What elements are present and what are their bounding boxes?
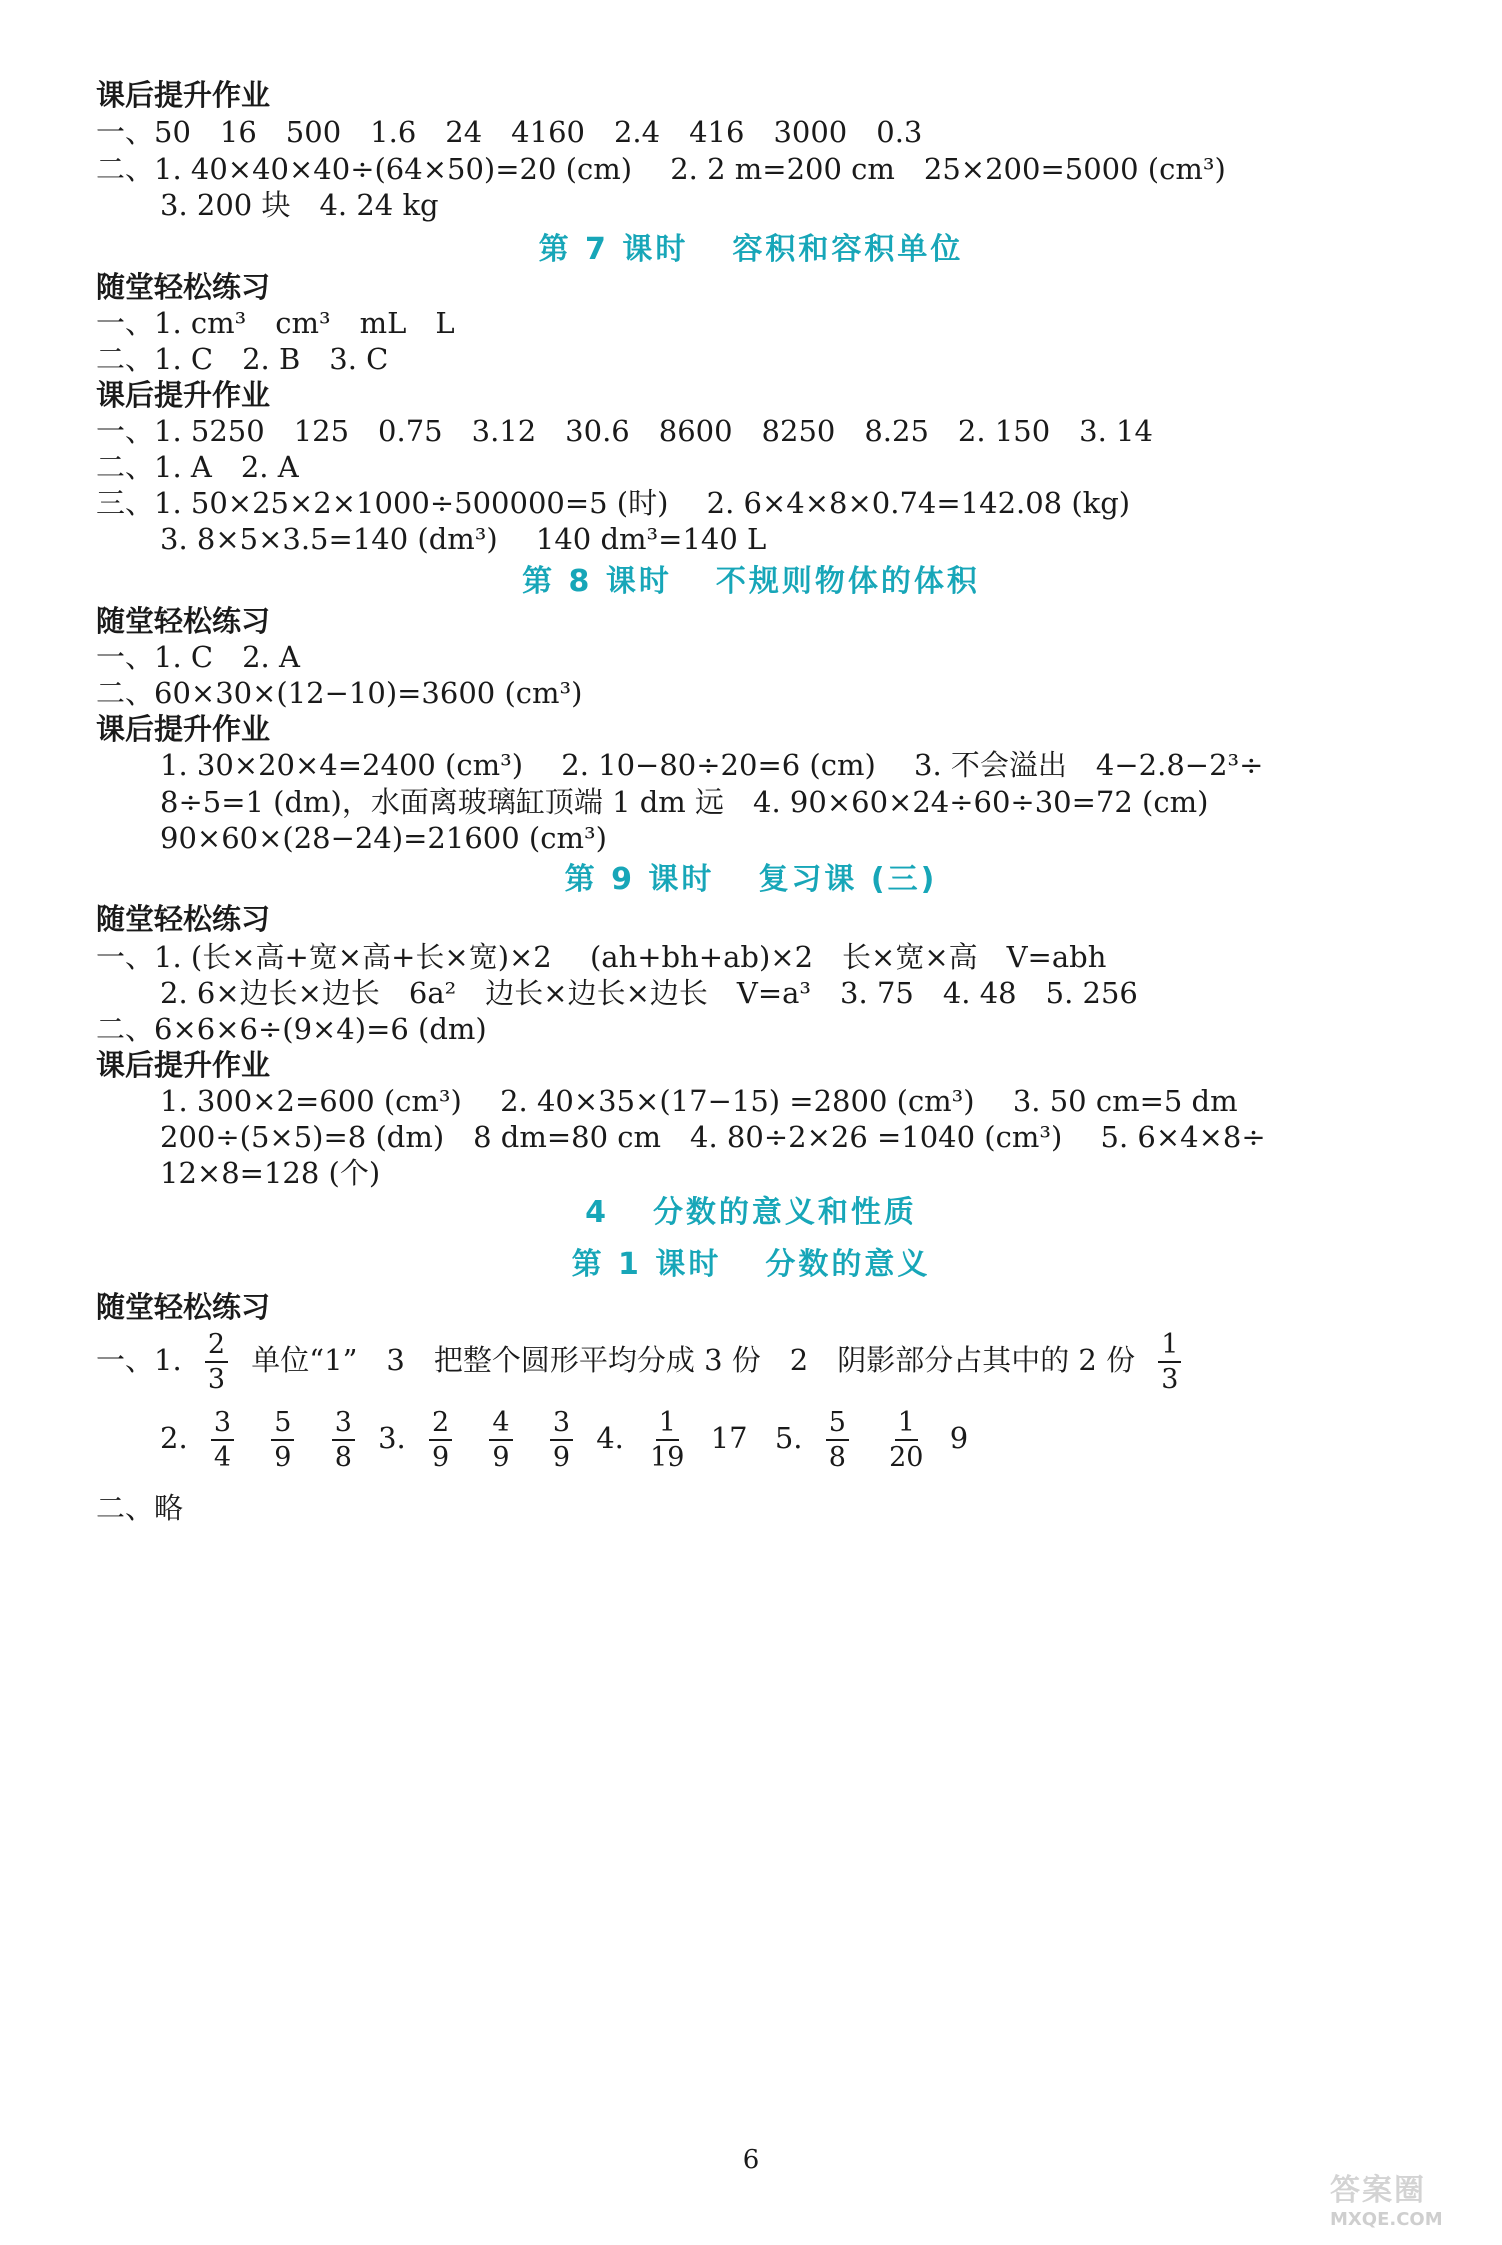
answer-line-fractions [160, 1398, 968, 1478]
section-heading: 随堂轻松练习 [96, 604, 271, 638]
section-heading: 随堂轻松练习 [96, 270, 271, 304]
answer-line: 二、略 [96, 1491, 184, 1525]
numerator: 3 [550, 1409, 573, 1441]
denominator: 9 [492, 1442, 510, 1473]
answer-line: 一、1. (长×高+宽×高+长×宽)×2 (ah+bh+ab)×2 长×宽×高 V=abh [96, 940, 1107, 974]
answer-text: 17 [710, 1421, 748, 1455]
item-prefix: 2. [160, 1421, 188, 1455]
denominator: 9 [552, 1442, 570, 1473]
fraction [550, 1409, 573, 1471]
answer-line: 一、50 16 500 1.6 24 4160 2.4 416 3000 0.3 [96, 115, 923, 149]
answer-line: 200÷(5×5)=8 (dm) 8 dm=80 cm 4. 80÷2×26 =1040 (cm³) 5. 6×4×8÷ [160, 1120, 1266, 1154]
fraction [489, 1409, 512, 1471]
answer-line: 8÷5=1 (dm)，水面离玻璃缸顶端 1 dm 远 4. 90×60×24÷60÷30=72 (cm) [160, 785, 1209, 819]
fraction [332, 1409, 355, 1471]
denominator: 3 [1161, 1364, 1179, 1395]
section-heading: 课后提升作业 [96, 78, 271, 112]
numerator: 3 [332, 1409, 355, 1441]
section-heading: 课后提升作业 [96, 378, 271, 412]
fraction [211, 1409, 234, 1471]
lesson-number: 第 8 课时 [522, 564, 672, 599]
answer-line: 90×60×(28−24)=21600 (cm³) [160, 821, 607, 855]
watermark-logo [1330, 2165, 1490, 2237]
answer-line-fractions [96, 1320, 1195, 1400]
fraction [429, 1409, 452, 1471]
answer-line: 2. 6×边长×边长 6a² 边长×边长×边长 V=a³ 3. 75 4. 48 5. 256 [160, 976, 1138, 1010]
answer-line: 3. 200 块 4. 24 kg [160, 188, 439, 222]
numerator: 5 [271, 1409, 294, 1441]
denominator: 8 [334, 1442, 352, 1473]
answer-line: 12×8=128 (个) [160, 1156, 381, 1190]
answer-line: 3. 8×5×3.5=140 (dm³) 140 dm³=140 L [160, 522, 767, 556]
answer-line: 1. 300×2=600 (cm³) 2. 40×35×(17−15) =2800 (cm³) 3. 50 cm=5 dm [160, 1084, 1238, 1118]
denominator: 19 [650, 1442, 685, 1473]
denominator: 8 [828, 1442, 846, 1473]
watermark-url: MXQE.COM [1330, 2209, 1443, 2230]
numerator: 2 [205, 1331, 228, 1363]
fraction [647, 1409, 687, 1471]
numerator: 3 [211, 1409, 234, 1441]
item-prefix: 5. [774, 1421, 803, 1455]
answer-line: 二、1. A 2. A [96, 450, 299, 484]
numerator: 1 [1158, 1331, 1181, 1363]
section-heading: 随堂轻松练习 [96, 1290, 271, 1324]
watermark-mark: 答案圈 [1330, 2173, 1426, 2208]
answer-line: 二、1. 40×40×40÷(64×50)=20 (cm) 2. 2 m=200 cm 25×200=5000 (cm³) [96, 152, 1226, 186]
numerator: 5 [826, 1409, 849, 1441]
answer-line: 一、1. C 2. A [96, 640, 300, 674]
unit-title [0, 1188, 1502, 1238]
numerator: 4 [489, 1409, 512, 1441]
lesson-number: 第 7 课时 [538, 232, 689, 267]
answer-text: 单位“1” 3 把整个圆形平均分成 3 份 2 阴影部分占其中的 2 份 [251, 1343, 1136, 1377]
answer-line: 一、1. 5250 125 0.75 3.12 30.6 8600 8250 8.25 2. 150 3. 14 [96, 414, 1153, 448]
fraction [886, 1409, 926, 1471]
section-heading: 课后提升作业 [96, 1048, 271, 1082]
answer-line: 三、1. 50×25×2×1000÷500000=5 (时) 2. 6×4×8×0.74=142.08 (kg) [96, 486, 1131, 520]
fraction [205, 1331, 228, 1393]
lesson-name: 分数的意义 [765, 1247, 931, 1282]
item-prefix: 一、1. [96, 1343, 182, 1377]
fraction [826, 1409, 849, 1471]
page-number: 6 [742, 2145, 760, 2175]
numerator: 1 [895, 1409, 918, 1441]
lesson-number: 第 9 课时 [564, 862, 715, 897]
section-heading: 课后提升作业 [96, 712, 271, 746]
fraction [1158, 1331, 1181, 1393]
numerator: 1 [656, 1409, 679, 1441]
answer-line: 二、6×6×6÷(9×4)=6 (dm) [96, 1012, 487, 1046]
item-prefix: 4. [596, 1421, 624, 1455]
answer-line: 二、60×30×(12−10)=3600 (cm³) [96, 676, 583, 710]
denominator: 20 [889, 1442, 924, 1473]
unit-name: 分数的意义和性质 [652, 1195, 917, 1230]
numerator: 2 [429, 1409, 452, 1441]
item-prefix: 3. [378, 1421, 406, 1455]
denominator: 9 [432, 1442, 450, 1473]
answer-text: 9 [949, 1421, 969, 1455]
unit-number: 4 [585, 1195, 609, 1230]
denominator: 9 [274, 1442, 292, 1473]
answer-line: 一、1. cm³ cm³ mL L [96, 306, 455, 340]
lesson-name: 容积和容积单位 [732, 232, 964, 267]
lesson-name: 不规则物体的体积 [715, 564, 980, 599]
answer-line: 二、1. C 2. B 3. C [96, 342, 389, 376]
section-heading: 随堂轻松练习 [96, 902, 271, 936]
lesson-number: 第 1 课时 [571, 1247, 722, 1282]
denominator: 3 [207, 1364, 226, 1395]
fraction [271, 1409, 294, 1471]
lesson-name: 复习课 (三) [758, 862, 938, 897]
answer-line: 1. 30×20×4=2400 (cm³) 2. 10−80÷20=6 (cm) 3. 不会溢出 4−2.8−2³÷ [160, 748, 1264, 782]
denominator: 4 [213, 1442, 232, 1473]
